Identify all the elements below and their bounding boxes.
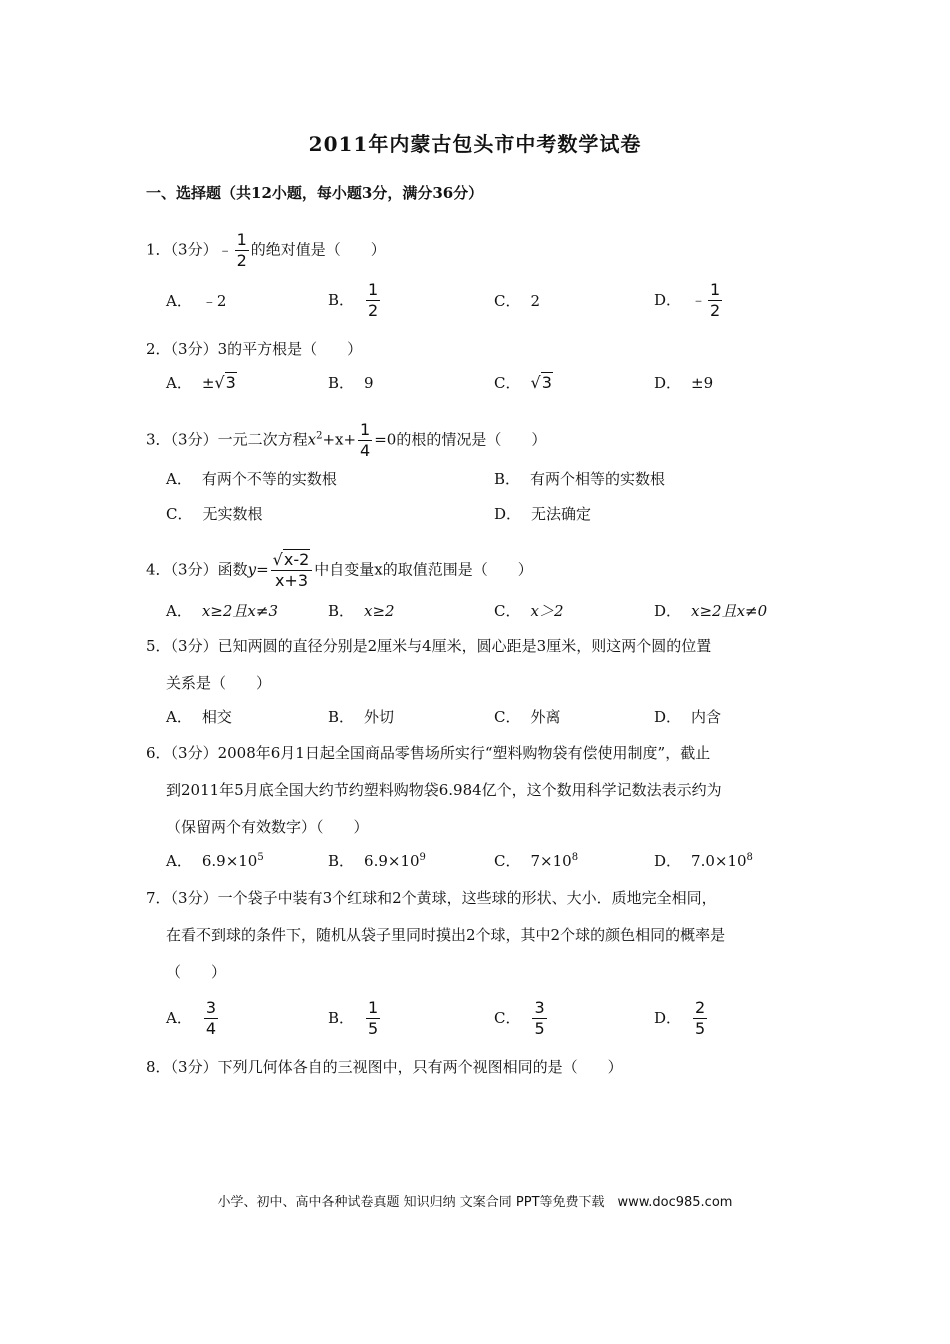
option-b: B． 有两个相等的实数根 xyxy=(494,470,666,488)
option-b: B． x≥2 xyxy=(328,602,395,620)
question-7: 7．（3分）一个袋子中装有3个红球和2个黄球，这些球的形状、大小．质地完全相同， xyxy=(146,889,717,907)
option-d: D． ±9 xyxy=(654,374,714,392)
fraction: $\frac{1}{2}$ xyxy=(236,230,247,270)
option-c: C． x＞2 xyxy=(494,602,564,620)
question-number: 1． xyxy=(146,240,171,259)
option-b: B． $6.9\times 10^9$ xyxy=(328,852,426,870)
option-a: A． x≥2且x≠3 xyxy=(166,602,278,620)
option-b: B． $\frac{1}{2}$ xyxy=(328,280,379,320)
question-5: 5．（3分）已知两圆的直径分别是2厘米与4厘米，圆心距是3厘米，则这两个圆的位置 xyxy=(146,637,712,655)
question-7-cont: 在看不到球的条件下，随机从袋子里同时摸出2个球，其中2个球的颜色相同的概率是 xyxy=(166,926,726,944)
sqrt-symbol: √3 xyxy=(214,373,236,392)
negative-sign: ﹣ xyxy=(217,240,233,259)
option-c: C． 2 xyxy=(494,292,541,310)
fraction: $\frac{3}{4}$ xyxy=(205,998,217,1038)
option-a: A． $\frac{3}{4}$ xyxy=(166,998,217,1038)
option-d: D． $\frac{2}{5}$ xyxy=(654,998,706,1038)
question-2: 2．（3分）3的平方根是（ ） xyxy=(146,340,363,358)
question-8: 8．（3分）下列几何体各自的三视图中，只有两个视图相同的是（ ） xyxy=(146,1058,623,1076)
fraction: $\frac{1}{2}$ xyxy=(710,280,721,320)
option-d: D． 无法确定 xyxy=(494,505,592,523)
option-b: B． $\frac{1}{5}$ xyxy=(328,998,379,1038)
question-6: 6．（3分）2008年6月1日起全国商品零售场所实行“塑料购物袋有偿使用制度”，截止 xyxy=(146,744,711,762)
option-c: C． 外离 xyxy=(494,708,561,726)
option-a: A． ﹣2 xyxy=(166,292,227,310)
option-a: A． 相交 xyxy=(166,708,232,726)
question-1 xyxy=(146,231,386,270)
question-4: 4．（3分）函数y= $\frac{√x-2}{x+3}$ 中自变量x的取值范围是（ ） xyxy=(146,550,533,590)
option-c: C． 无实数根 xyxy=(166,505,263,523)
option-b: B． 9 xyxy=(328,374,374,392)
option-a: A． $6.9\times 10^5$ xyxy=(166,852,264,870)
question-5-cont: 关系是（ ） xyxy=(166,674,272,692)
footer-text: 小学、初中、高中各种试卷真题 知识归纳 文案合同 PPT等免费下载 www.doc985.com xyxy=(217,1195,733,1210)
fraction: $\frac{1}{4}$ xyxy=(360,420,371,460)
option-d: D． $7.0\times 10^8$ xyxy=(654,852,753,870)
fraction: $\frac{√x-2}{x+3}$ xyxy=(271,551,313,590)
question-6-cont: 到2011年5月底全国大约节约塑料购物袋6.984亿个，这个数用科学记数法表示约为 xyxy=(166,781,722,799)
fraction: $\frac{2}{5}$ xyxy=(695,998,706,1038)
option-b: B． 外切 xyxy=(328,708,395,726)
option-c: C． $7\times 10^8$ xyxy=(494,852,579,870)
question-3: 3．（3分）一元二次方程$x^2+x+$ $\frac{1}{4}$ =0的根的情况是（ ） xyxy=(146,420,547,460)
question-6-cont: （保留两个有效数字）（ ） xyxy=(166,818,369,836)
option-d: D． x≥2且x≠0 xyxy=(654,602,768,620)
fraction: $\frac{1}{5}$ xyxy=(368,998,379,1038)
sqrt-symbol: √3 xyxy=(530,373,552,392)
option-c: C． $\frac{3}{5}$ xyxy=(494,998,545,1038)
fraction: $\frac{1}{2}$ xyxy=(368,280,379,320)
question-score: （3分） xyxy=(170,240,218,259)
sqrt-symbol: √x-2 xyxy=(272,550,310,569)
fraction: $\frac{3}{5}$ xyxy=(534,998,545,1038)
question-text: 的绝对值是（ ） xyxy=(250,240,386,259)
page-title: 2011年内蒙古包头市中考数学试卷 xyxy=(308,132,642,156)
option-d: D． ﹣ $\frac{1}{2}$ xyxy=(654,280,721,320)
option-c: C． √3 xyxy=(494,373,552,392)
option-d: D． 内含 xyxy=(654,708,722,726)
option-a: A． 有两个不等的实数根 xyxy=(166,470,337,488)
option-a: A． ±√3 xyxy=(166,373,236,392)
section-heading: 一、选择题（共12小题，每小题3分，满分36分） xyxy=(146,184,484,202)
question-7-cont: （ ） xyxy=(166,963,227,981)
